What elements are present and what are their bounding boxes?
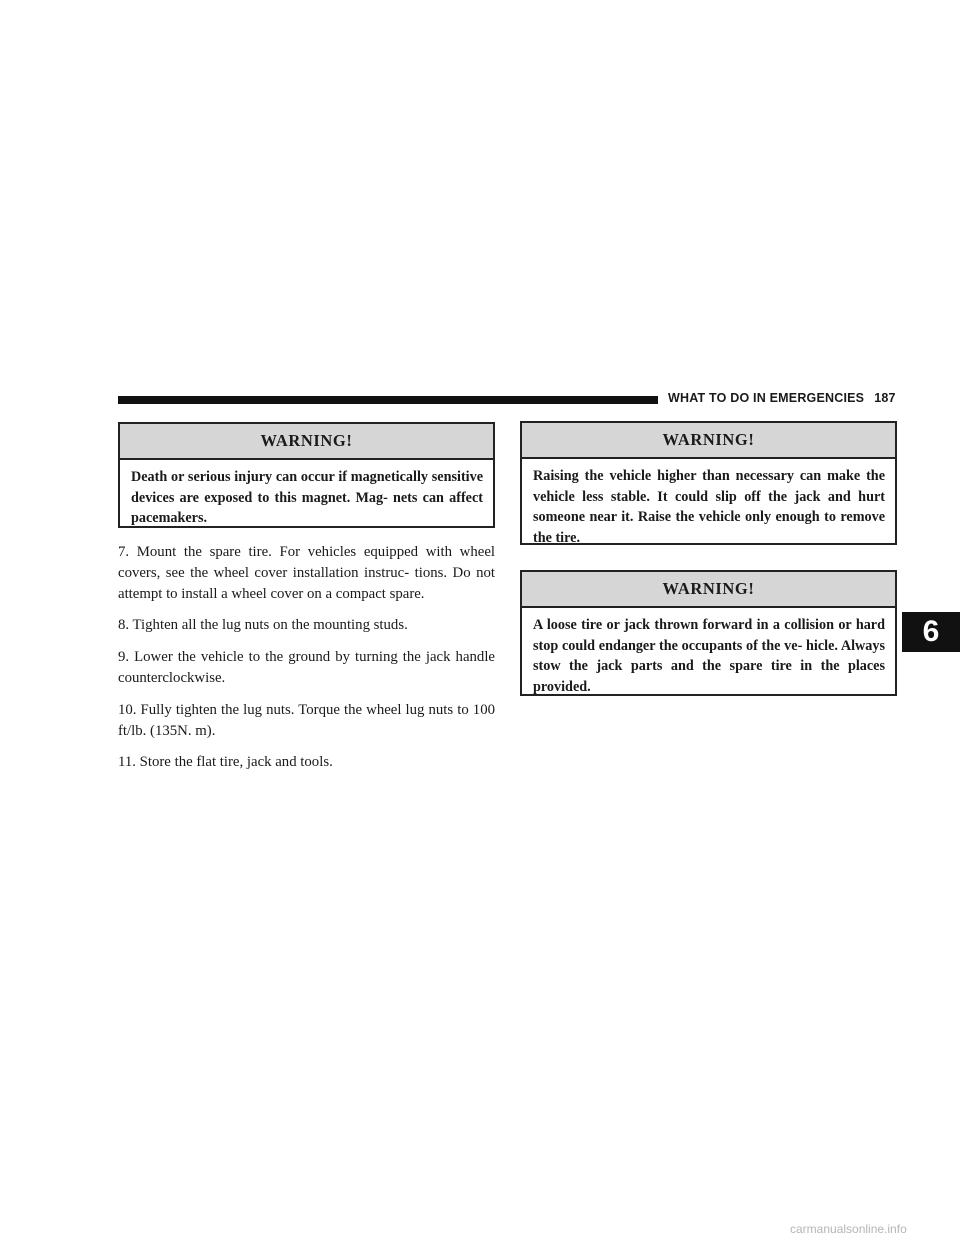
warning-title: WARNING! — [522, 423, 895, 459]
warning-box-raising — [520, 421, 897, 545]
step-11: 11. Store the flat tire, jack and tools. — [118, 754, 333, 771]
watermark: carmanualsonline.info — [790, 1222, 907, 1236]
section-title: WHAT TO DO IN EMERGENCIES — [668, 391, 865, 405]
header-rule — [118, 396, 658, 404]
procedure-steps — [118, 542, 495, 784]
step-10: 10. Fully tighten the lug nuts. Torque the wheel lug nuts to 100 ft/lb. (135N. m). — [118, 701, 495, 739]
step-9: 9. Lower the vehicle to the ground by turning the jack handle counterclockwise. — [118, 649, 495, 686]
running-header — [668, 391, 898, 405]
warning-body: A loose tire or jack thrown forward in a collision or hard stop could endanger the occupants of the ve- hicle. Always stow the jack parts and the spare tire in the places provided. — [533, 617, 885, 695]
warning-body: Death or serious injury can occur if magnetically sensitive devices are exposed to this magnet. Mag- nets can affect pacemakers. — [131, 469, 483, 527]
warning-box-loose-tire — [520, 570, 897, 696]
warning-title: WARNING! — [522, 572, 895, 608]
page-number: 187 — [874, 391, 896, 405]
chapter-tab: 6 — [902, 612, 960, 652]
step-7: 7. Mount the spare tire. For vehicles equipped with wheel covers, see the wheel cover installation instruc- tions. Do not attempt to install a wheel cover on a compact spare. — [118, 544, 495, 602]
step-8: 8. Tighten all the lug nuts on the mounting studs. — [118, 617, 408, 634]
warning-body: Raising the vehicle higher than necessary can make the vehicle less stable. It could slip off the jack and hurt someone near it. Raise the vehicle only enough to remove the tire. — [533, 468, 885, 546]
warning-box-magnet — [118, 422, 495, 528]
warning-title: WARNING! — [120, 424, 493, 460]
